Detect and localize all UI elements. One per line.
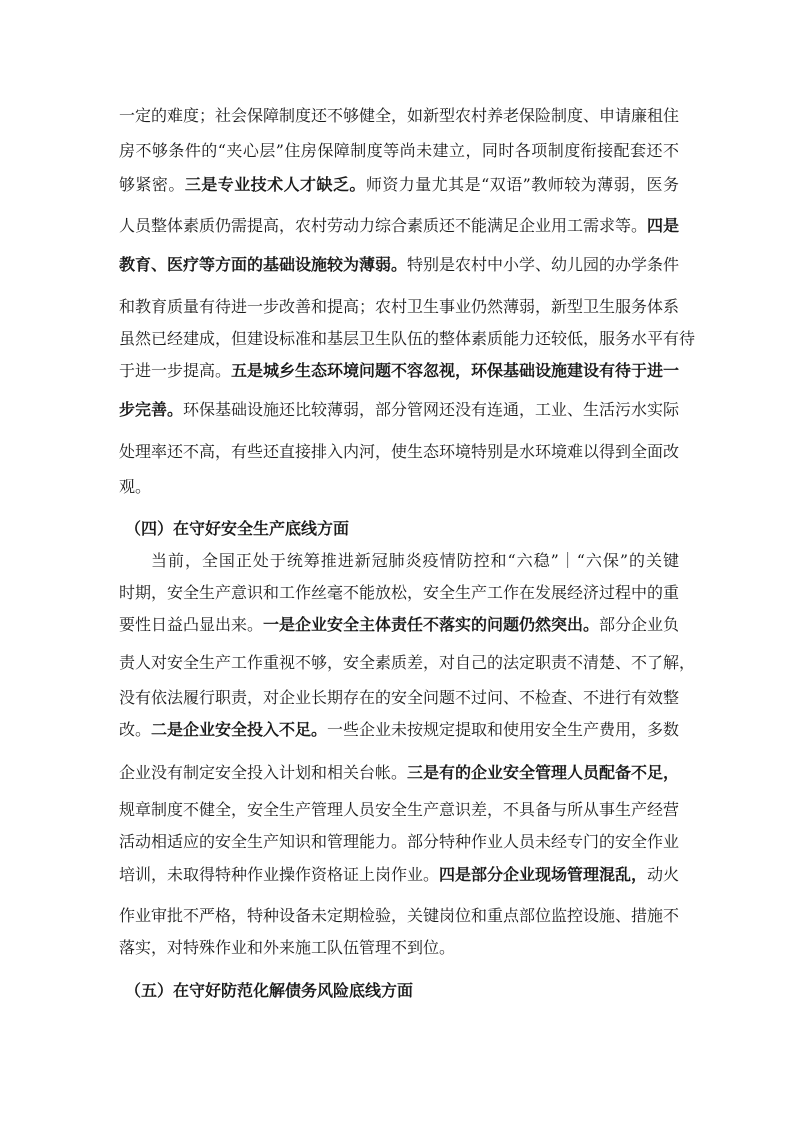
bold-text-run: 教育、医疗等方面的基础设施较为薄弱。 <box>119 255 408 274</box>
paragraph-line <box>119 864 679 886</box>
bold-text-run: （五）在守好防范化解债务风险底线方面 <box>125 981 414 1000</box>
paragraph-line <box>151 550 679 572</box>
bold-text-run: 步完善。 <box>119 400 184 419</box>
text-run: 一些企业未按规定提取和使用安全生产费用，多数 <box>327 720 680 739</box>
text-run: 于进一步提高。 <box>119 361 232 380</box>
paragraph-line <box>119 328 696 350</box>
text-run: 时期，安全生产意识和工作丝毫不能放松，安全生产工作在发展经济过程中的重 <box>119 583 680 602</box>
text-run: 改。 <box>119 720 152 739</box>
text-run: 环保基础设施还比较薄弱，部分管网还没有连通，工业、生活污水实际 <box>183 400 680 419</box>
paragraph-line <box>119 831 679 853</box>
text-run: 活动相适应的安全生产知识和管理能力。部分特种作业人员未经专门的安全作业 <box>119 832 680 851</box>
paragraph-line <box>119 296 679 318</box>
text-run: 房不够条件的“夹心层”住房保障制度等尚未建立，同时各项制度衔接配套还不 <box>119 141 679 160</box>
text-run: 够紧密。 <box>119 175 185 194</box>
paragraph-line <box>119 476 679 498</box>
paragraph-line <box>119 582 679 604</box>
bold-text-run: 一是企业安全主体责任不落实的问题仍然突出。 <box>263 615 600 634</box>
bold-text-run: 二是企业安全投入不足。 <box>151 720 328 739</box>
paragraph-line <box>119 652 696 674</box>
text-run: 动火 <box>647 865 680 884</box>
section-heading <box>125 980 685 1002</box>
bold-text-run: 五是城乡生态环境问题不容忽视，环保基础设施建设有待于进一 <box>231 361 680 380</box>
text-run: 一定的难度；社会保障制度还不够健全，如新型农村养老保险制度、申请廉租住 <box>119 106 680 125</box>
paragraph-line <box>119 937 679 959</box>
paragraph-line <box>119 905 679 927</box>
paragraph-line <box>119 254 679 276</box>
text-run: 要性日益凸显出来。 <box>119 615 264 634</box>
paragraph-line <box>119 799 679 821</box>
text-run: 作业审批不严格，特种设备未定期检验，关键岗位和重点部位监控设施、措施不 <box>119 906 680 925</box>
text-run: 处理率还不高，有些还直接排入内河，使生态环境特别是水环境难以得到全面改 <box>119 442 680 461</box>
paragraph-line <box>119 399 679 421</box>
paragraph-line <box>119 719 679 741</box>
text-run: 观。 <box>119 477 152 496</box>
text-run: 和教育质量有待进一步改善和提高；农村卫生事业仍然薄弱，新型卫生服务体系 <box>119 297 680 316</box>
paragraph-line <box>119 215 679 237</box>
text-run: 培训，未取得特种作业操作资格证上岗作业。 <box>119 865 440 884</box>
paragraph-line <box>119 441 679 463</box>
text-run: 师资力量尤其是“双语”教师较为薄弱，医务 <box>365 175 679 194</box>
bold-text-run: 三是有的企业安全管理人员配备不足， <box>407 763 680 782</box>
text-run: 规章制度不健全，安全生产管理人员安全生产意识差，不具备与所从事生产经营 <box>119 800 680 819</box>
text-run: 人员整体素质仍需提高，农村劳动力综合素质还不能满足企业用工需求等。 <box>119 216 648 235</box>
text-run: 企业没有制定安全投入计划和相关台帐。 <box>119 763 408 782</box>
paragraph-line <box>119 105 679 127</box>
text-run: 没有依法履行职责，对企业长期存在的安全问题不过问、不检查、不进行有效整 <box>119 688 680 707</box>
bold-text-run: 四是 <box>647 216 680 235</box>
paragraph-line <box>119 140 679 162</box>
text-run: 落实，对特殊作业和外来施工队伍管理不到位。 <box>119 938 456 957</box>
paragraph-line <box>119 360 679 382</box>
paragraph-line <box>119 762 679 784</box>
section-heading <box>125 518 685 540</box>
paragraph-line <box>119 614 679 636</box>
bold-text-run: 三是专业技术人才缺乏。 <box>184 175 366 194</box>
text-run: 当前，全国正处于统筹推进新冠肺炎疫情防控和“六稳”｜“六保”的关键 <box>151 551 679 570</box>
paragraph-line <box>119 687 679 709</box>
paragraph-line <box>119 174 679 196</box>
text-run: 责人对安全生产工作重视不够，安全素质差，对自己的法定职责不清楚、不了解， <box>119 653 696 672</box>
text-run: 部分企业负 <box>599 615 680 634</box>
text-run: 虽然已经建成，但建设标准和基层卫生队伍的整体素质能力还较低，服务水平有待 <box>119 329 696 348</box>
bold-text-run: 四是部分企业现场管理混乱， <box>439 865 648 884</box>
text-run: 特别是农村中小学、幼儿园的办学条件 <box>407 255 680 274</box>
bold-text-run: （四）在守好安全生产底线方面 <box>125 519 350 538</box>
